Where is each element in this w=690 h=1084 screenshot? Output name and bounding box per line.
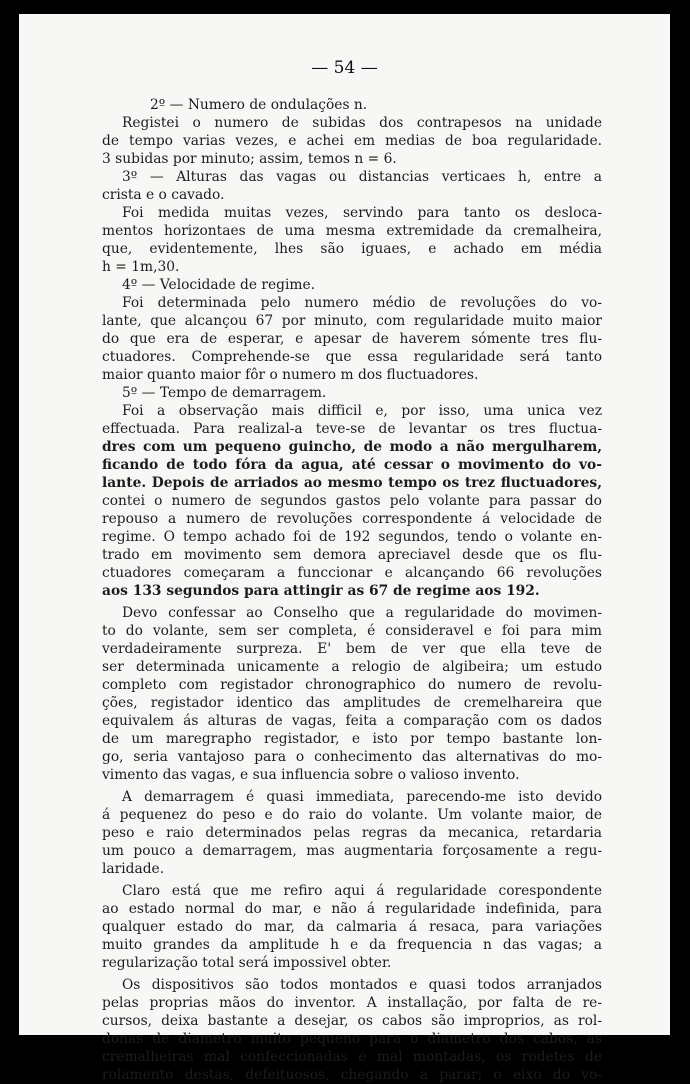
paragraph: [102, 788, 602, 878]
text-line: aos 133 segundos para attingir as 67 de regime aos 192.: [102, 583, 540, 599]
text-line: crista e o cavado.: [102, 187, 225, 203]
paragraph: [102, 402, 602, 600]
text-line: ao estado normal do mar, e não á regularidade indefinida, para: [102, 901, 602, 917]
text-line: ficando de todo fóra da agua, até cessar o movimento do vo-: [102, 457, 602, 473]
paragraph: [102, 276, 602, 294]
body-text: [102, 96, 602, 1084]
text-line: Claro está que me refiro aqui á regularidade corespondente: [122, 883, 602, 899]
text-line: completo com registador chronographico do numero de revolu-: [102, 677, 602, 693]
text-line: laridade.: [102, 861, 165, 877]
text-line: ctuadores começaram a funccionar e alcançando 66 revoluções: [102, 565, 602, 581]
text-line: equivalem ás alturas de vagas, feita a comparação com os dados: [102, 713, 602, 729]
text-line: ções, registador identico das amplitudes de cremelhareira que: [102, 695, 602, 711]
paragraph: [102, 168, 602, 204]
text-line: Devo confessar ao Conselho que a regularidade do movimen-: [122, 605, 602, 621]
text-line: qualquer estado do mar, da calmaria á resaca, para variações: [102, 919, 602, 935]
text-line: 3º — Alturas das vagas ou distancias verticaes h, entre a: [122, 169, 602, 185]
text-line: verdadeiramente surpreza. E' bem de ver que ella teve de: [102, 641, 602, 657]
text-line: 3 subidas por minuto; assim, temos n = 6.: [102, 151, 397, 167]
text-line: á pequenez do peso e do raio do volante. Um volante maior, de: [102, 807, 602, 823]
text-line: lante, que alcançou 67 por minuto, com regularidade muito maior: [102, 313, 602, 329]
text-line: cursos, deixa bastante a desejar, os cabos são improprios, as rol-: [102, 1013, 602, 1029]
text-line: peso e raio determinados pelas regras da mecanica, retardaria: [102, 825, 602, 841]
text-line: 5º — Tempo de demarragem.: [122, 385, 327, 401]
text-line: que, evidentemente, lhes são iguaes, e achado em média: [102, 241, 602, 257]
book-page: [19, 14, 670, 1083]
text-line: pelas proprias mãos do inventor. A installação, por falta de re-: [102, 995, 602, 1011]
text-line: repouso a numero de revoluções correspondente á velocidade de: [102, 511, 602, 527]
text-line: go, seria vantajoso para o conhecimento das alternativas do mo-: [102, 749, 602, 765]
text-line: lante. Depois de arriados ao mesmo tempo os trez fluctuadores,: [102, 475, 602, 491]
text-line: 4º — Velocidade de regime.: [122, 277, 316, 293]
text-line: Foi a observação mais difficil e, por isso, uma unica vez: [122, 403, 602, 419]
text-line: Os dispositivos são todos montados e quasi todos arranjados: [122, 977, 602, 993]
text-line: donas de diametro muito pequeno para o diametro dos cabos, as: [102, 1031, 602, 1047]
text-line: de tempo varias vezes, e achei em medias de boa regularidade.: [102, 133, 602, 149]
text-line: regularização total será impossivel obter.: [102, 955, 392, 971]
text-line: A demarragem é quasi immediata, parecendo-me isto devido: [122, 789, 602, 805]
text-line: h = 1m,30.: [102, 259, 180, 275]
text-line: de um maregrapho registador, e isto por tempo bastante lon-: [102, 731, 602, 747]
text-line: Foi determinada pelo numero médio de revoluções do vo-: [122, 295, 602, 311]
text-line: 2º — Numero de ondulações n.: [150, 97, 368, 113]
text-line: vimento das vagas, e sua influencia sobre o valioso invento.: [102, 767, 520, 783]
paragraph: [102, 604, 602, 784]
paragraph: [102, 384, 602, 402]
text-line: ctuadores. Comprehende-se que essa regularidade será tanto: [102, 349, 602, 365]
text-line: effectuada. Para realizal-a teve-se de levantar os tres fluctua-: [102, 421, 602, 437]
text-line: um pouco a demarragem, mas augmentaria forçosamente a regu-: [102, 843, 602, 859]
paragraph: [102, 114, 602, 168]
text-line: cremalheiras mal confeccionadas e mal montadas, os rodetes de: [102, 1049, 602, 1065]
text-line: ser determinada unicamente a relogio de algibeira; um estudo: [102, 659, 602, 675]
paragraph: [102, 976, 602, 1084]
paragraph: [102, 294, 602, 384]
text-line: do que era de esperar, e apesar de haverem sómente tres flu-: [102, 331, 602, 347]
text-line: to do volante, sem ser completa, é consideravel e foi para mim: [102, 623, 602, 639]
paragraph: [102, 96, 602, 114]
text-line: muito grandes da amplitude h e da frequencia n das vagas; a: [102, 937, 602, 953]
paragraph: [102, 204, 602, 276]
text-line: maior quanto maior fôr o numero m dos fluctuadores.: [102, 367, 479, 383]
text-line: trado em movimento sem demora apreciavel desde que os flu-: [102, 547, 602, 563]
page-number: — 54 —: [311, 58, 378, 78]
text-line: regime. O tempo achado foi de 192 segundos, tendo o volante en-: [102, 529, 602, 545]
paragraph: [102, 882, 602, 972]
text-line: mentos horizontaes de uma mesma extremidade da cremalheira,: [102, 223, 602, 239]
text-line: contei o numero de segundos gastos pelo volante para passar do: [102, 493, 602, 509]
text-line: Registei o numero de subidas dos contrapesos na unidade: [122, 115, 602, 131]
text-line: Foi medida muitas vezes, servindo para tanto os desloca-: [122, 205, 602, 221]
text-line: dres com um pequeno guincho, de modo a não mergulharem,: [102, 439, 602, 455]
text-line: rolamento destas, defeituosos, chegando a parar; o eixo do vo-: [102, 1067, 602, 1083]
